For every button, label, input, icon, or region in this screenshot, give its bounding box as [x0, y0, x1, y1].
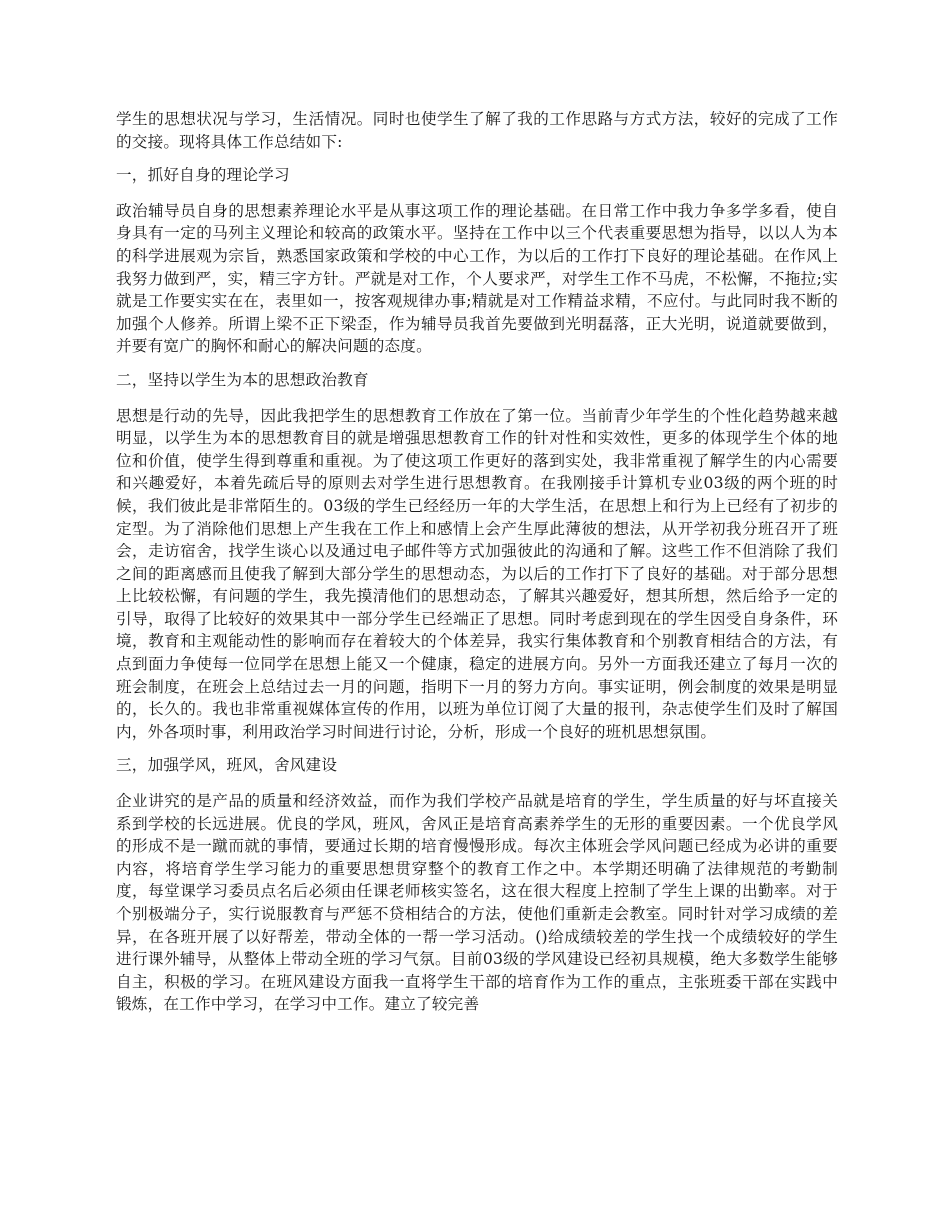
theory-study-paragraph: 政治辅导员自身的思想素养理论水平是从事这项工作的理论基础。在日常工作中我力争多学多看，使自身具有一定的马列主义理论和较高的政策水平。坚持在工作中以三个代表重要思想为指导，以以人为本的科学进展观为宗旨，熟悉国家政策和学校的中心工作，为以后的工作打下良好的理论基础。在作风上我努力做到严，实，精三字方针。严就是对工作，个人要求严，对学生工作不马虎，不松懈，不拖拉;实就是工作要实实在在，表里如一，按客观规律办事;精就是对工作精益求精，不应付。与此同时我不断的加强个人修养。所谓上梁不正下梁歪，作为辅导员我首先要做到光明磊落，正大光明，说道就要做到，并要有宽广的胸怀和耐心的解决问题的态度。: [116, 201, 838, 356]
section-heading-theory-study: 一，抓好自身的理论学习: [116, 166, 290, 185]
section-heading-study-style: 三，加强学风，班风，舍风建设: [116, 756, 338, 775]
intro-paragraph: 学生的思想状况与学习，生活情况。同时也使学生了解了我的工作思路与方式方法，较好的完成了工作的交接。现将具体工作总结如下:: [116, 110, 838, 151]
section-heading-student-centered: 二，坚持以学生为本的思想政治教育: [116, 370, 369, 389]
study-style-paragraph: 企业讲究的是产品的质量和经济效益，而作为我们学校产品就是培育的学生，学生质量的好与坏直接关系到学校的长远进展。优良的学风，班风，舍风正是培育高素养学生的无形的重要因素。一个优良学风的形成不是一蹴而就的事情，要通过长期的培育慢慢形成。每次主体班会学风问题已经成为必讲的重要内容，将培育学生学习能力的重要思想贯穿整个的教育工作之中。本学期还明确了法律规范的考勤制度，每堂课学习委员点名后必须由任课老师核实签名，这在很大程度上控制了学生上课的出勤率。对于个别极端分子，实行说服教育与严惩不贷相结合的方法，使他们重新走会教室。同时针对学习成绩的差异，在各班开展了以好帮差，带动全体的一帮一学习活动。()给成绩较差的学生找一个成绩较好的学生进行课外辅导，从整体上带动全班的学习气氛。目前03级的学风建设已经初具规模，绝大多数学生能够自主，积极的学习。在班风建设方面我一直将学生干部的培育作为工作的重点，主张班委干部在实践中锻炼，在工作中学习，在学习中工作。建立了较完善: [116, 792, 838, 1014]
student-centered-paragraph: 思想是行动的先导，因此我把学生的思想教育工作放在了第一位。当前青少年学生的个性化趋势越来越明显，以学生为本的思想教育目的就是增强思想教育工作的针对性和实效性，更多的体现学生个体的地位和价值，使学生得到尊重和重视。为了使这项工作更好的落到实处，我非常重视了解学生的内心需要和兴趣爱好，本着先疏后导的原则去对学生进行思想教育。在我刚接手计算机专业03级的两个班的时候，我们彼此是非常陌生的。03级的学生已经经历一年的大学生活，在思想上和行为上已经有了初步的定型。为了消除他们思想上产生我在工作上和感情上会产生厚此薄彼的想法，从开学初我分班召开了班会，走访宿舍，找学生谈心以及通过电子邮件等方式加强彼此的沟通和了解。这些工作不但消除了我们之间的距离感而且使我了解到大部分学生的思想动态，为以后的工作打下了良好的基础。对于部分思想上比较松懈，有问题的学生，我先摸清他们的思想动态，了解其兴趣爱好，想其所想，然后给予一定的引导，取得了比较好的效果其中一部分学生已经端正了思想。同时考虑到现在的学生因受自身条件，环境，教育和主观能动性的影响而存在着较大的个体差异，我实行集体教育和个别教育相结合的方法，有点到面力争使每一位同学在思想上能又一个健康，稳定的进展方向。另外一方面我还建立了每月一次的班会制度，在班会上总结过去一月的问题，指明下一月的努力方向。事实证明，例会制度的效果是明显的，长久的。我也非常重视媒体宣传的作用，以班为单位订阅了大量的报刊，杂志使学生们及时了解国内，外各项时事，利用政治学习时间进行讨论，分析，形成一个良好的班机思想氛围。: [116, 406, 838, 741]
document-body: [116, 108, 838, 1027]
